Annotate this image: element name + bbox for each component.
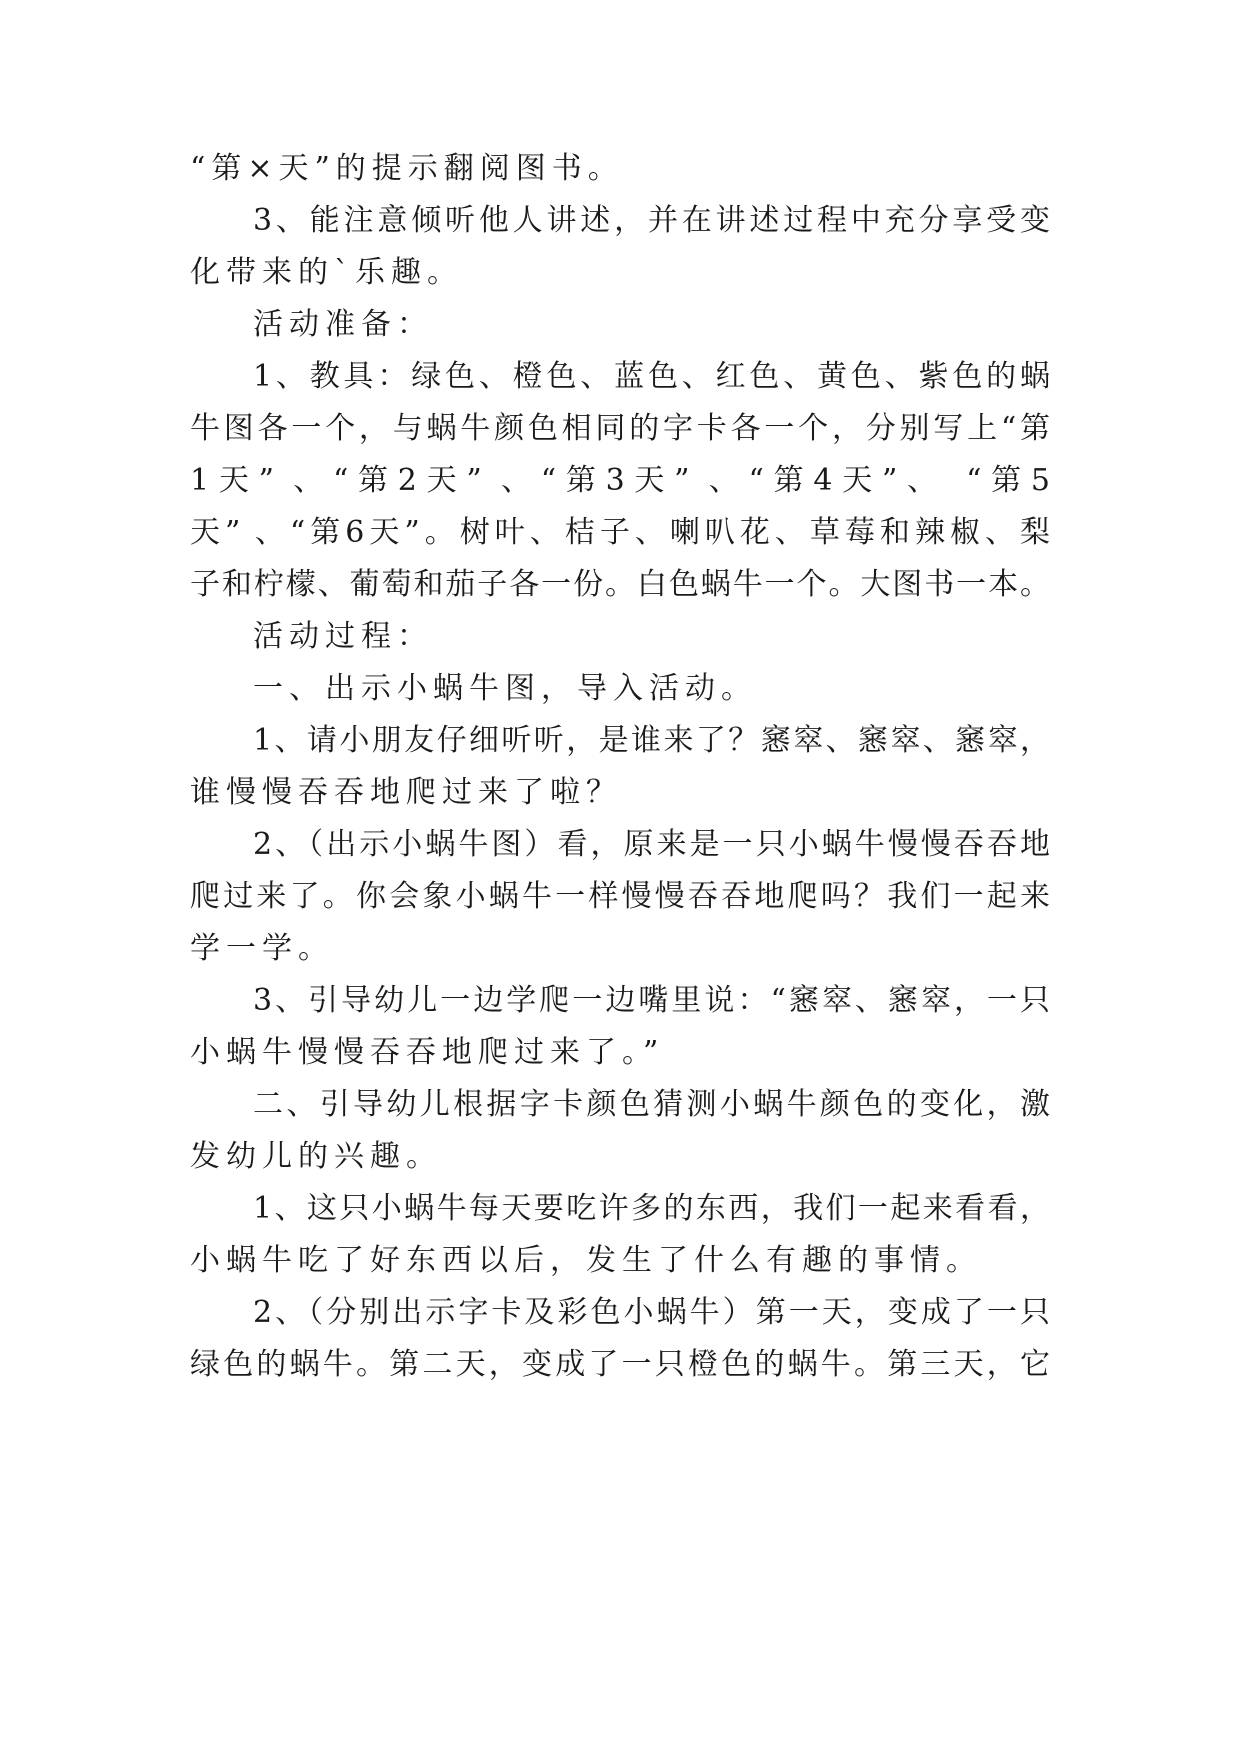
text-line: 3、能注意倾听他人讲述，并在讲述过程中充分享受变: [253, 203, 1050, 238]
text-line: 2、（出示小蜗牛图）看，原来是一只小蜗牛慢慢吞吞地: [253, 827, 1050, 862]
text-line: 二、引导幼儿根据字卡颜色猜测小蜗牛颜色的变化，激: [253, 1087, 1050, 1122]
text-line: 天” 、“第6天”。树叶、桔子、喇叭花、草莓和辣椒、梨: [190, 515, 1050, 550]
text-line: 谁慢慢吞吞地爬过来了啦？: [190, 775, 622, 810]
text-line: 发幼儿的兴趣。: [190, 1139, 442, 1174]
text-line: 1、这只小蜗牛每天要吃许多的东西，我们一起来看看，: [253, 1191, 1050, 1226]
text-line: 学一学。: [190, 931, 334, 966]
text-line: 绿色的蜗牛。第二天，变成了一只橙色的蜗牛。第三天，它: [190, 1347, 1050, 1382]
text-line: 小蜗牛慢慢吞吞地爬过来了。”: [190, 1035, 665, 1070]
text-line: 一、出示小蜗牛图，导入活动。: [253, 671, 757, 706]
text-line: “第×天”的提示翻阅图书。: [190, 151, 624, 186]
section-heading: 活动准备：: [253, 307, 433, 342]
text-line: 1、教具：绿色、橙色、蓝色、红色、黄色、紫色的蜗: [253, 359, 1050, 394]
text-line: 牛图各一个，与蜗牛颜色相同的字卡各一个，分别写上“第: [190, 411, 1050, 446]
text-line: 3、引导幼儿一边学爬一边嘴里说：“窸窣、窸窣，一只: [253, 983, 1050, 1018]
text-line: 1天” 、“第2天” 、“第3天” 、“第4天”、 “第5: [190, 463, 1050, 498]
text-line: 小蜗牛吃了好东西以后，发生了什么有趣的事情。: [190, 1243, 982, 1278]
text-line: 2、（分别出示字卡及彩色小蜗牛）第一天，变成了一只: [253, 1295, 1050, 1330]
text-line: 1、请小朋友仔细听听，是谁来了？窸窣、窸窣、窸窣，: [253, 723, 1050, 758]
text-line: 爬过来了。你会象小蜗牛一样慢慢吞吞地爬吗？我们一起来: [190, 879, 1050, 914]
section-heading: 活动过程：: [253, 619, 433, 654]
text-line: 子和柠檬、葡萄和茄子各一份。白色蜗牛一个。大图书一本。: [190, 567, 1050, 602]
text-line: 化带来的`乐趣。: [190, 255, 463, 290]
